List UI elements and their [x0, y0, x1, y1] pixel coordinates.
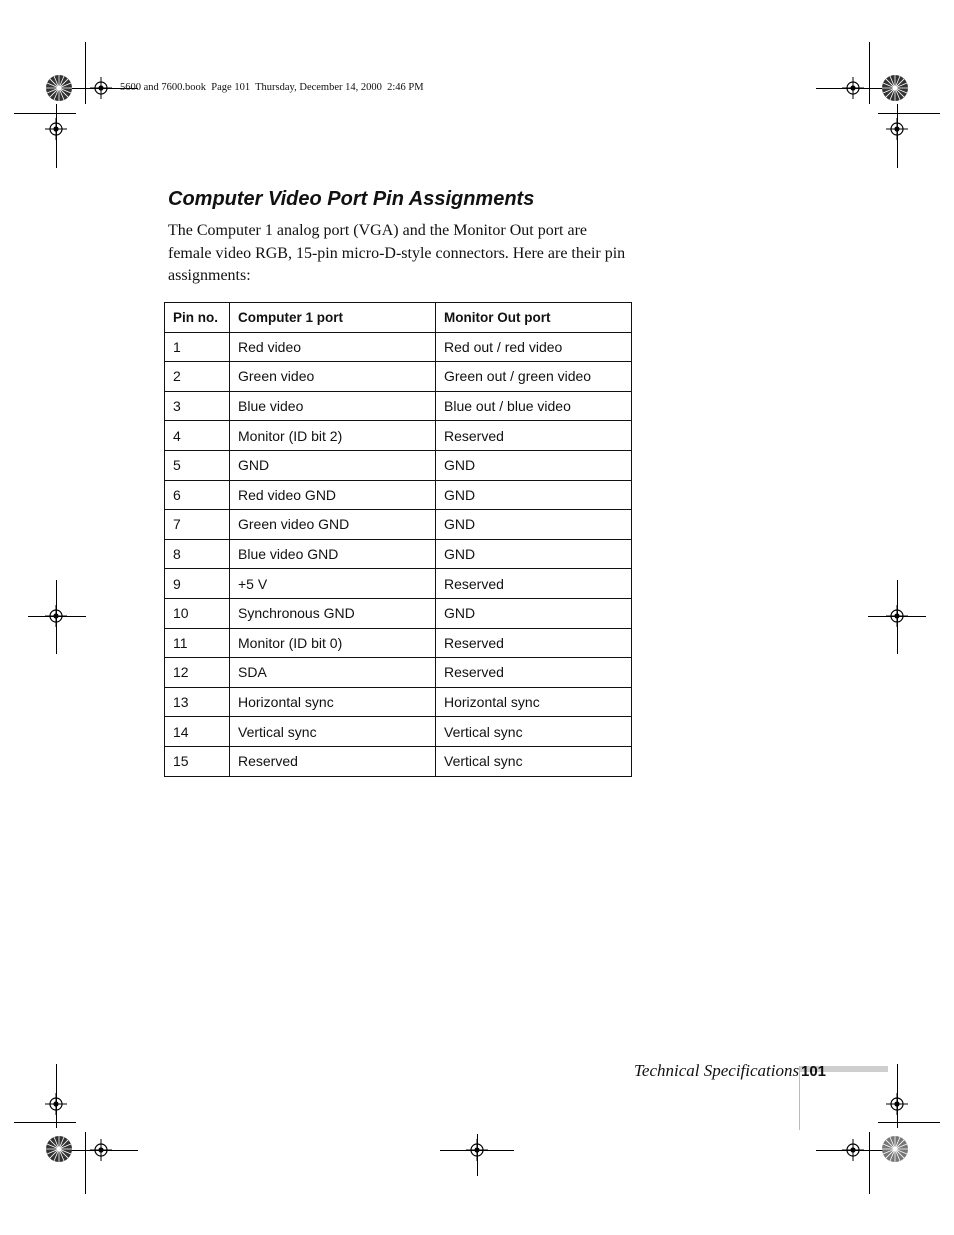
registration-mark-icon [45, 1093, 67, 1115]
computer-1-signal: Monitor (ID bit 0) [230, 628, 436, 658]
trim-line [14, 1122, 76, 1123]
computer-1-signal: Monitor (ID bit 2) [230, 421, 436, 451]
star-target-icon [881, 74, 909, 102]
computer-1-signal: Blue video [230, 391, 436, 421]
pin-number: 7 [165, 510, 230, 540]
registration-mark-icon [45, 605, 67, 627]
table-row [165, 510, 632, 540]
registration-mark-icon [842, 77, 864, 99]
table-row [165, 658, 632, 688]
monitor-out-signal: Reserved [436, 569, 632, 599]
intro-paragraph: The Computer 1 analog port (VGA) and the Monitor Out port are female video RGB, 15-pin micro-D-style connectors. Here are their pin assignments: [168, 222, 626, 284]
computer-1-signal: Green video [230, 362, 436, 392]
table-row [165, 421, 632, 451]
table-row [165, 628, 632, 658]
registration-mark-icon [90, 1139, 112, 1161]
monitor-out-signal: Horizontal sync [436, 687, 632, 717]
table-row [165, 687, 632, 717]
computer-1-signal: +5 V [230, 569, 436, 599]
pin-number: 9 [165, 569, 230, 599]
computer-1-signal: Vertical sync [230, 717, 436, 747]
pin-number: 2 [165, 362, 230, 392]
monitor-out-signal: Red out / red video [436, 332, 632, 362]
table-row [165, 391, 632, 421]
page-number: 101 [801, 1063, 827, 1080]
computer-1-signal: Green video GND [230, 510, 436, 540]
table-row [165, 332, 632, 362]
trim-line [14, 113, 76, 114]
monitor-out-signal: Vertical sync [436, 717, 632, 747]
monitor-out-signal: Reserved [436, 421, 632, 451]
star-target-icon [881, 1135, 909, 1163]
section-title: Computer Video Port Pin Assignments [168, 188, 535, 210]
table-row [165, 569, 632, 599]
pin-number: 10 [165, 598, 230, 628]
footer-section-name: Technical Specifications [634, 1061, 800, 1080]
column-header-pin-no: Pin no. [165, 303, 230, 333]
trim-line [869, 1132, 870, 1194]
monitor-out-signal: GND [436, 450, 632, 480]
star-target-icon [45, 1135, 73, 1163]
table-row [165, 450, 632, 480]
computer-1-signal: Synchronous GND [230, 598, 436, 628]
pin-number: 6 [165, 480, 230, 510]
computer-1-signal: Red video [230, 332, 436, 362]
monitor-out-signal: Reserved [436, 658, 632, 688]
computer-1-signal: Blue video GND [230, 539, 436, 569]
registration-mark-icon [886, 605, 908, 627]
table-row [165, 539, 632, 569]
registration-mark-icon [886, 118, 908, 140]
pin-number: 14 [165, 717, 230, 747]
computer-1-signal: Horizontal sync [230, 687, 436, 717]
monitor-out-signal: Reserved [436, 628, 632, 658]
table-row [165, 362, 632, 392]
monitor-out-signal: Green out / green video [436, 362, 632, 392]
pin-number: 12 [165, 658, 230, 688]
pin-number: 3 [165, 391, 230, 421]
footer-divider [799, 1066, 800, 1130]
trim-line [85, 42, 86, 104]
table-row [165, 746, 632, 776]
pin-number: 4 [165, 421, 230, 451]
registration-mark-icon [886, 1093, 908, 1115]
trim-line [878, 1122, 940, 1123]
registration-mark-icon [45, 118, 67, 140]
registration-mark-icon [466, 1139, 488, 1161]
pin-number: 8 [165, 539, 230, 569]
monitor-out-signal: GND [436, 510, 632, 540]
registration-mark-icon [842, 1139, 864, 1161]
table-row [165, 598, 632, 628]
column-header-computer-1-port: Computer 1 port [230, 303, 436, 333]
monitor-out-signal: GND [436, 598, 632, 628]
pin-assignment-table [164, 302, 632, 777]
trim-line [85, 1132, 86, 1194]
star-target-icon [45, 74, 73, 102]
trim-line [878, 113, 940, 114]
table-row [165, 480, 632, 510]
monitor-out-signal: Vertical sync [436, 746, 632, 776]
monitor-out-signal: GND [436, 539, 632, 569]
pin-number: 5 [165, 450, 230, 480]
monitor-out-signal: GND [436, 480, 632, 510]
computer-1-signal: SDA [230, 658, 436, 688]
table-row [165, 717, 632, 747]
computer-1-signal: Reserved [230, 746, 436, 776]
pin-number: 13 [165, 687, 230, 717]
computer-1-signal: GND [230, 450, 436, 480]
pin-number: 1 [165, 332, 230, 362]
table-header-row [165, 303, 632, 333]
pin-number: 15 [165, 746, 230, 776]
computer-1-signal: Red video GND [230, 480, 436, 510]
print-slug: 5600 and 7600.book Page 101 Thursday, December 14, 2000 2:46 PM [120, 82, 424, 93]
monitor-out-signal: Blue out / blue video [436, 391, 632, 421]
pin-number: 11 [165, 628, 230, 658]
column-header-monitor-out-port: Monitor Out port [436, 303, 632, 333]
registration-mark-icon [90, 77, 112, 99]
trim-line [869, 42, 870, 104]
